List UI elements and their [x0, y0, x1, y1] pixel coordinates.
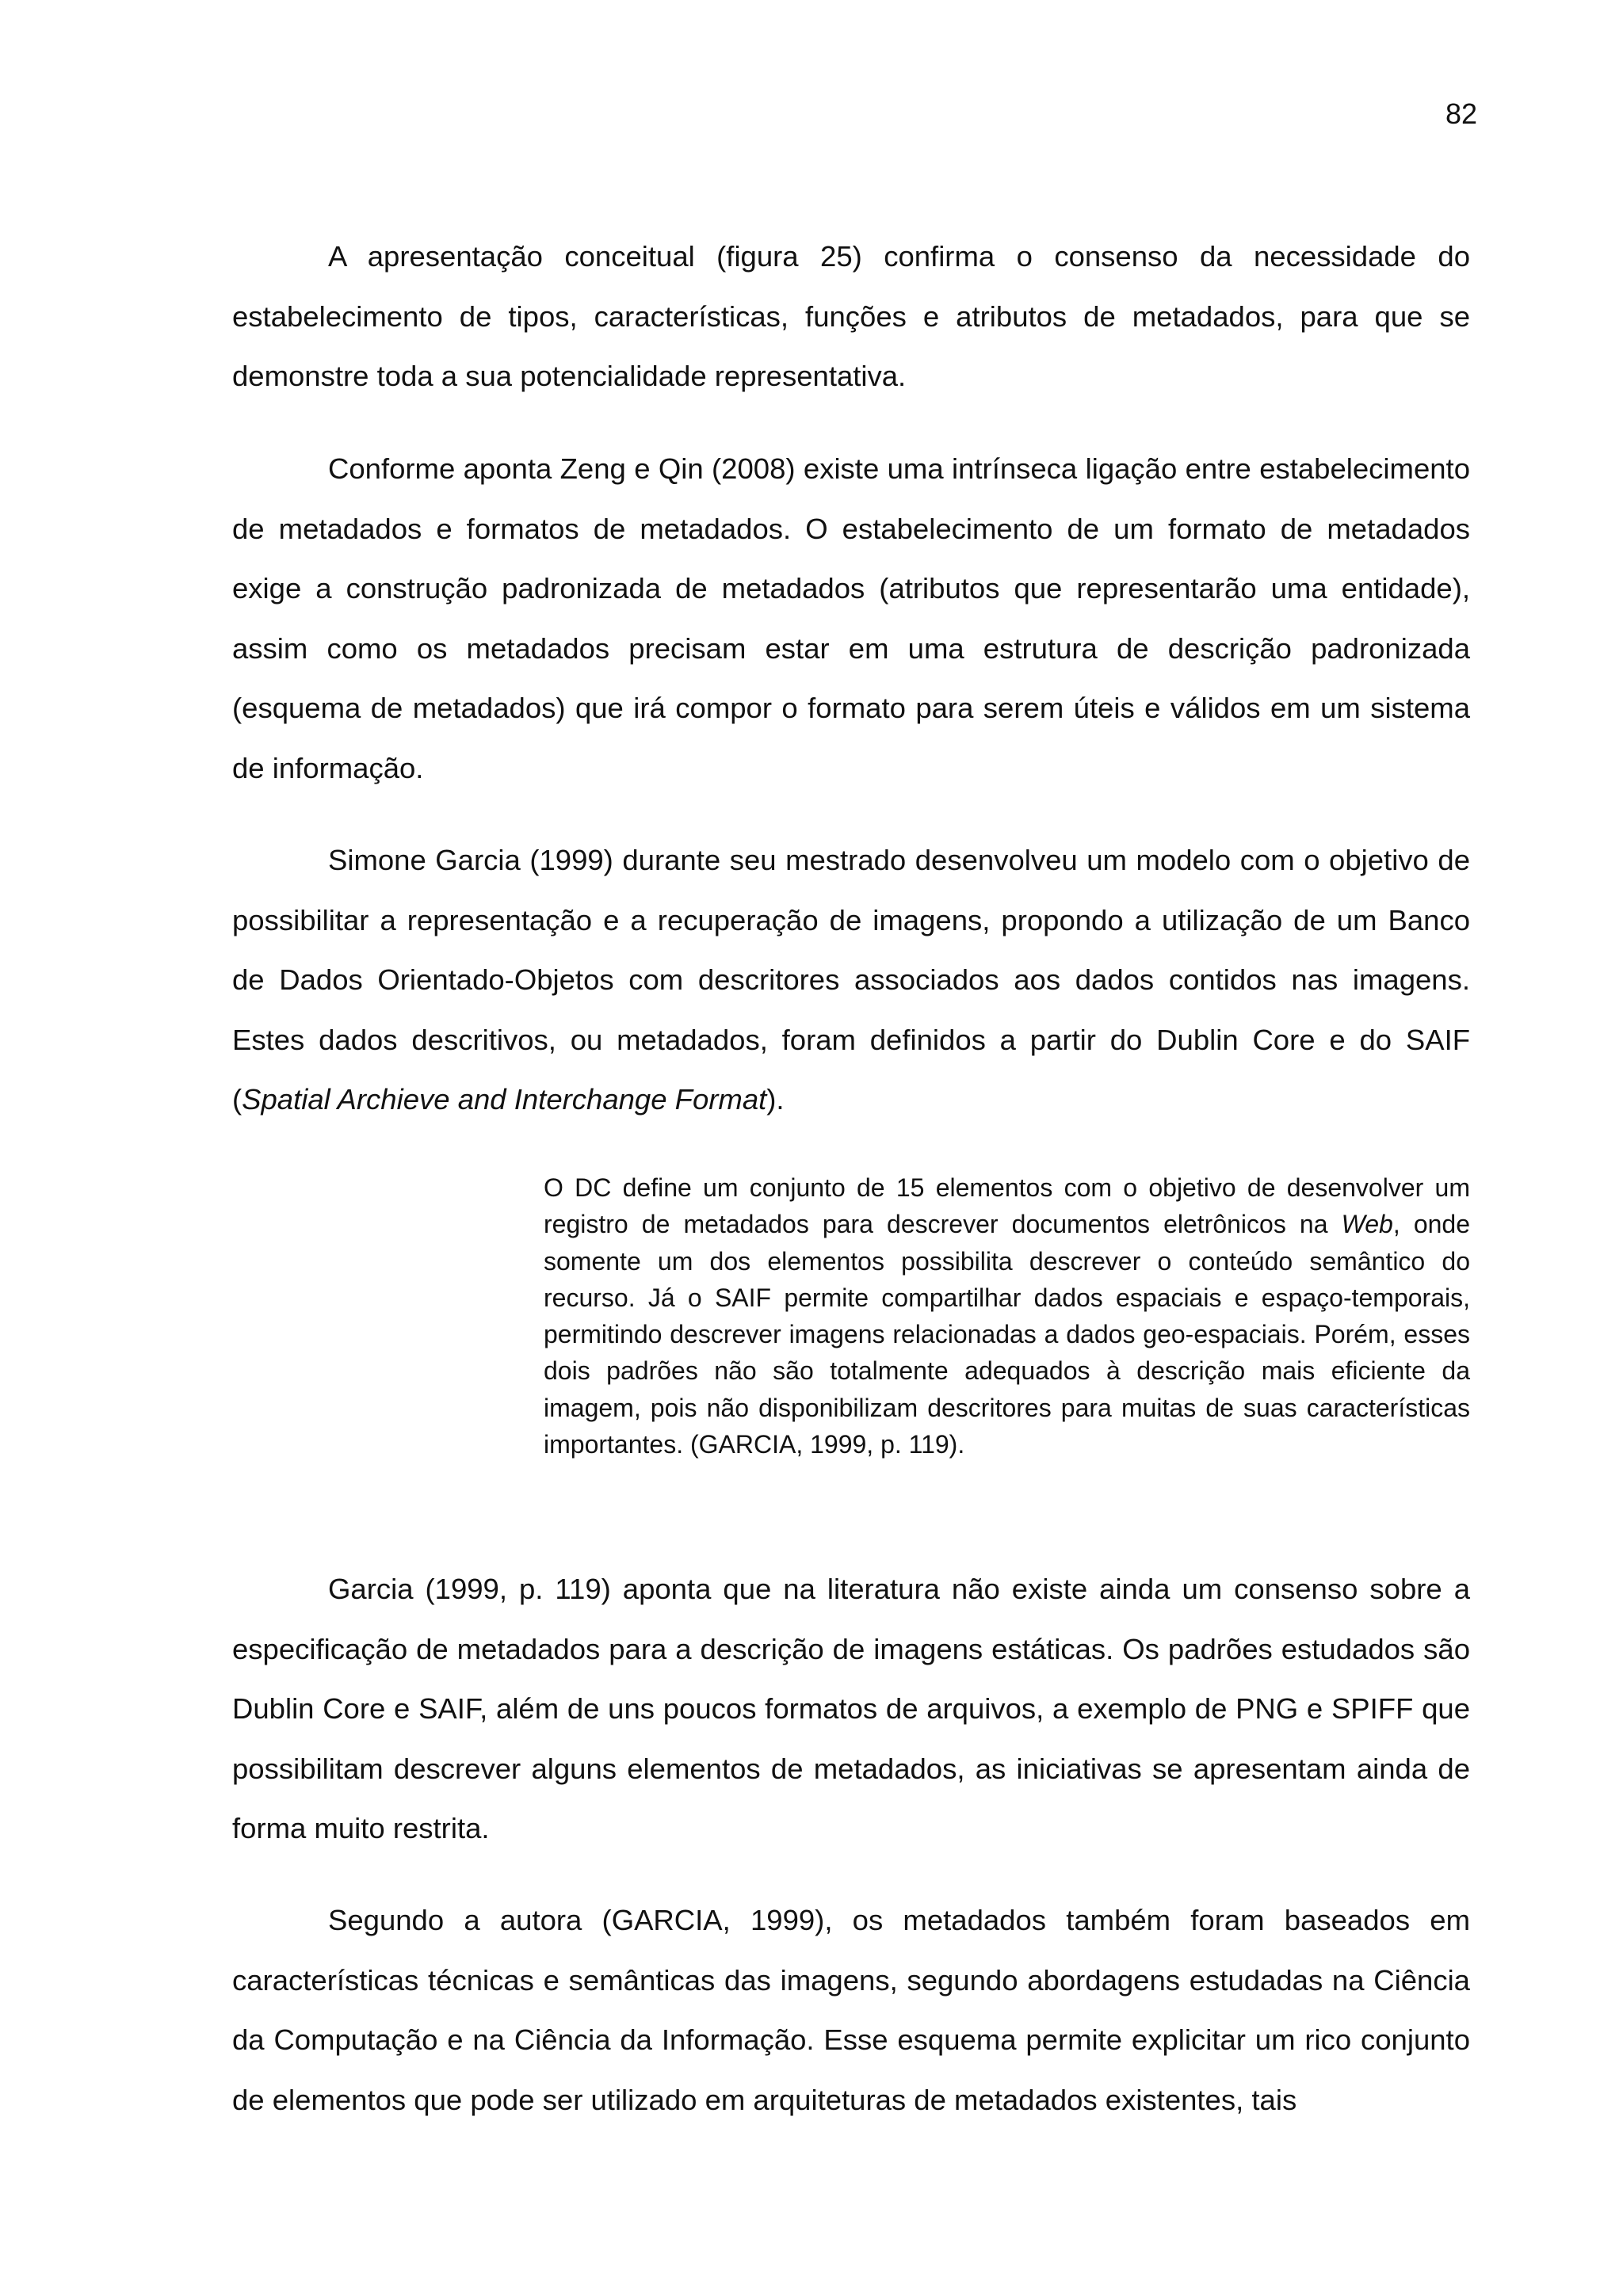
paragraph-2	[232, 439, 1470, 798]
block-quote-italic: Web	[1341, 1210, 1393, 1239]
paragraph-3-tail: ).	[766, 1083, 785, 1116]
paragraph-3-text: Simone Garcia (1999) durante seu mestrado desenvolveu um modelo com o objetivo de possibilitar a representação e a recuperação de imagens, propondo a utilização de um Banco de Dados Orientado-Objetos com descritores associados aos dados contidos nas imagens. Estes dados descritivos, ou metadados, foram definidos a partir do Dublin Core e do SAIF (	[232, 844, 1470, 1116]
paragraph-3	[232, 830, 1470, 1130]
paragraph-4	[232, 1559, 1470, 1859]
paragraph-2-text: Conforme aponta Zeng e Qin (2008) existe uma intrínseca ligação entre estabelecimento de metadados e formatos de metadados. O estabelecimento de um formato de metadados exige a construção padronizada de metadados (atributos que representarão uma entidade), assim como os metadados precisam estar em uma estrutura de descrição padronizada (esquema de metadados) que irá compor o formato para serem úteis e válidos em um sistema de informação.	[232, 452, 1470, 784]
block-quote-tail: , onde somente um dos elementos possibilita descrever o conteúdo semântico do recurso. Já o SAIF permite compartilhar dados espaciais e espaço-temporais, permitindo descrever imagens relacionadas a dados geo-espaciais. Porém, esses dois padrões não são totalmente adequados à descrição mais eficiente da imagem, pois não disponibilizam descritores para muitas de suas características importantes. (GARCIA, 1999, p. 119).	[544, 1210, 1471, 1459]
paragraph-5-text: Segundo a autora (GARCIA, 1999), os metadados também foram baseados em características técnicas e semânticas das imagens, segundo abordagens estudadas na Ciência da Computação e na Ciência da Informação. Esse esquema permite explicitar um rico conjunto de elementos que pode ser utilizado em arquiteturas de metadados existentes, tais	[232, 1904, 1470, 2116]
paragraph-1	[232, 227, 1470, 406]
block-quote	[544, 1169, 1470, 1463]
paragraph-1-text: A apresentação conceitual (figura 25) confirma o consenso da necessidade do estabelecimento de tipos, características, funções e atributos de metadados, para que se demonstre toda a sua potencialidade representativa.	[232, 240, 1470, 392]
block-quote-text: O DC define um conjunto de 15 elementos com o objetivo de desenvolver um registro de metadados para descrever documentos eletrônicos na	[544, 1173, 1470, 1239]
paragraph-5	[232, 1890, 1470, 2130]
page-number: 82	[1445, 97, 1477, 130]
paragraph-3-italic: Spatial Archieve and Interchange Format	[242, 1083, 767, 1116]
paragraph-4-text: Garcia (1999, p. 119) aponta que na literatura não existe ainda um consenso sobre a especificação de metadados para a descrição de imagens estáticas. Os padrões estudados são Dublin Core e SAIF, além de uns poucos formatos de arquivos, a exemplo de PNG e SPIFF que possibilitam descrever alguns elementos de metadados, as iniciativas se apresentam ainda de forma muito restrita.	[232, 1573, 1470, 1844]
